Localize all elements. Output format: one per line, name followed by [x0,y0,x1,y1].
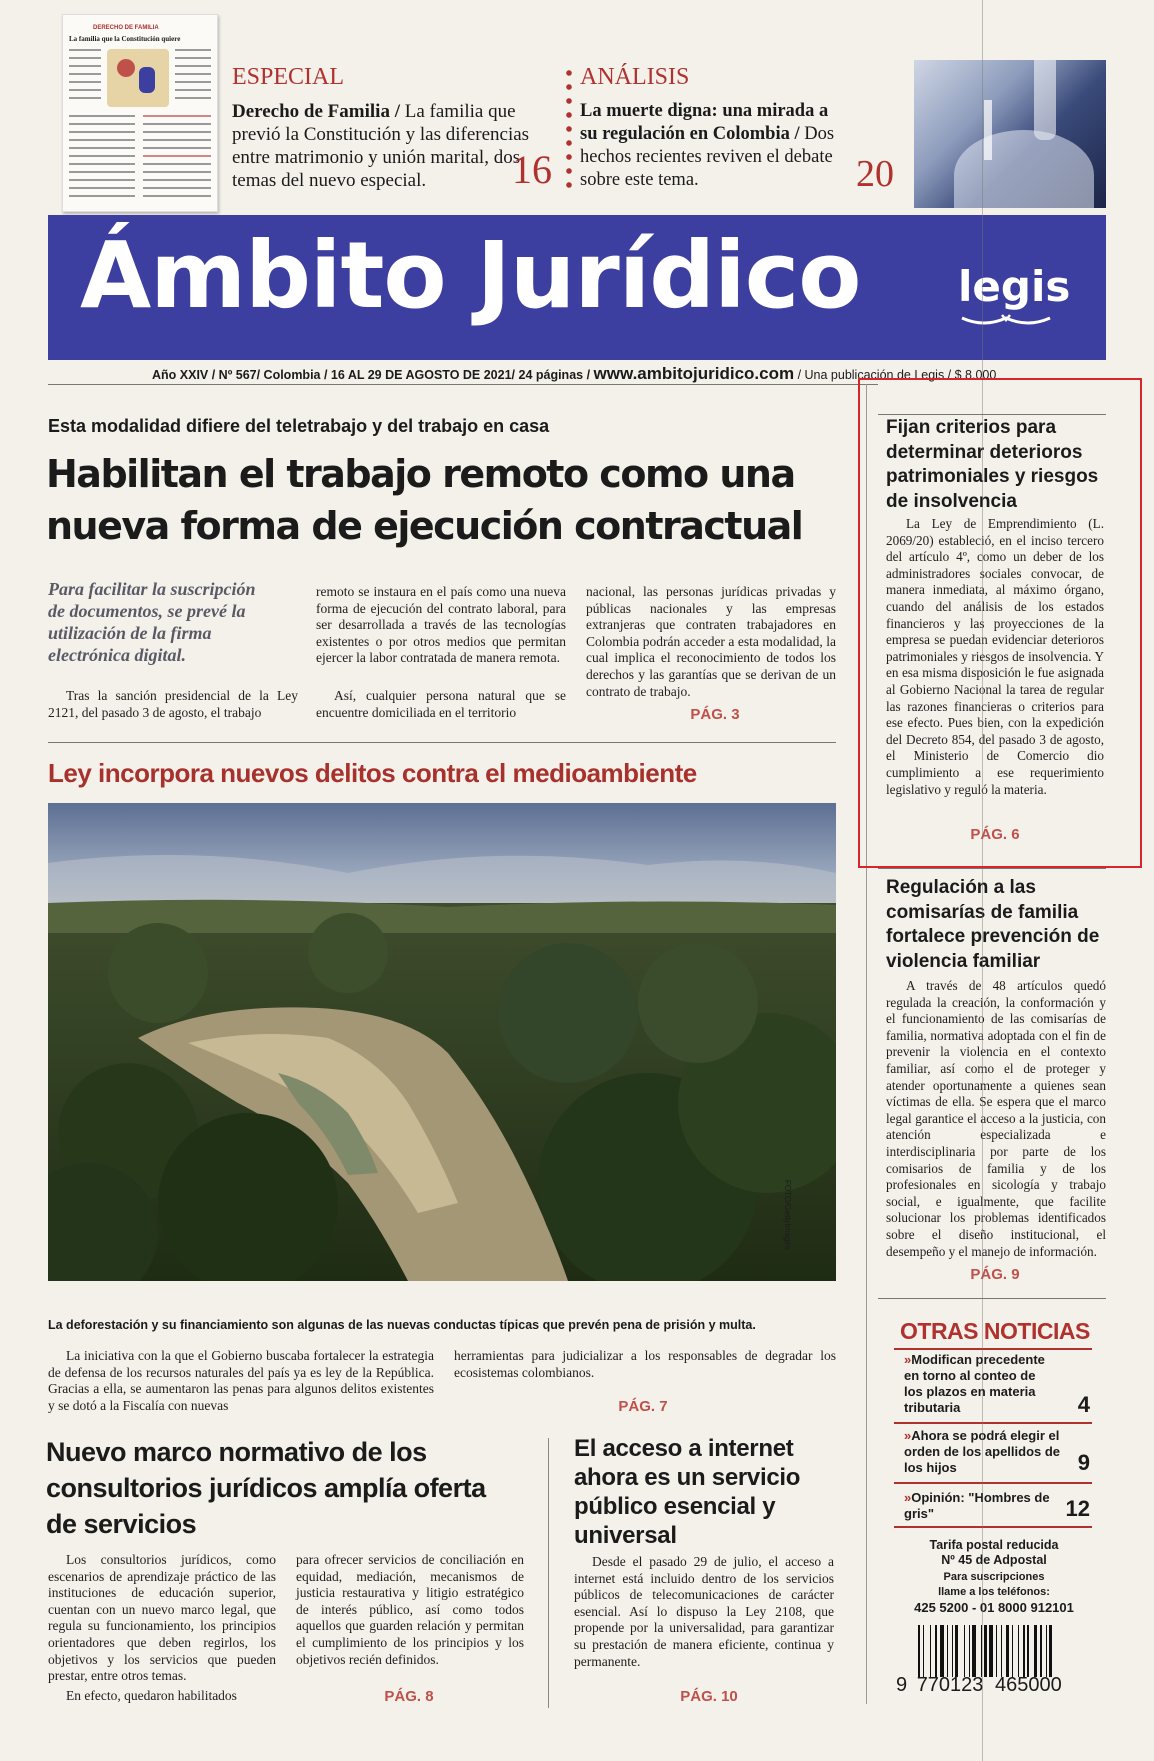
environment-col2: herramientas para judicializar a los responsables de degradar los ecosistemas colombianos. [454,1348,836,1380]
barcode-bar [923,1625,924,1677]
edition-info: Año XXIV / Nº 567/ Colombia / 16 AL 29 DE AGOSTO DE 2021/ 24 páginas / [152,368,591,382]
barcode-digit: 9 [896,1674,908,1696]
barcode-bar [952,1625,953,1677]
postal-info [880,1538,1108,1615]
barcode-bar [1040,1625,1041,1677]
barcode-group-2: 465000 [995,1674,1062,1696]
sidebar-story-2-page-ref[interactable]: PÁG. 9 [970,1266,1020,1283]
consultorios-page-ref[interactable]: PÁG. 8 [384,1688,434,1705]
lead-page-ref[interactable]: PÁG. 3 [690,706,740,723]
legis-book-icon [960,314,1052,330]
barcode-bar [1046,1625,1047,1677]
chevron-right-icon: » [904,1352,912,1367]
consultorios-col1b: En efecto, quedaron habilitados [66,1688,237,1703]
analysis-teaser[interactable] [580,100,842,192]
other-news-item-page: 4 [1077,1392,1090,1417]
lead-col3: nacional, las personas jurídicas privadas y públicas nacionales y las empresas extranjeras que contraten trabajadores en Colombia podrán acceder a esta modalidad, la cual implica el reconocimiento de todos los derechos y las garantías que se derivan de un contrato de trabajo. [586,584,836,699]
barcode-bar [930,1625,931,1677]
barcode-bar [1023,1625,1024,1677]
photo-caption: La deforestación y su financiamiento son algunas de las nuevas conductas típicas que prevén pena de prisión y multa. [48,1318,756,1332]
barcode-bar [955,1625,957,1677]
consultorios-col1a: Los consultorios jurídicos, como escenarios de aprendizaje práctico de las instituciones de educación superior, cuentan con un nuevo marco legal, que regula su funcionamiento, los principios orientadores que deben regirlos, los objetivos y los servicios que pueden prestar, entre otros temas. [48,1552,276,1684]
special-kicker: ESPECIAL [232,64,345,90]
sidebar-story-1-text: La Ley de Emprendimiento (L. 2069/20) estableció, en el inciso tercero del artículo 4º, como un deber de los administradores sociales convocar, de manera inmediata, al máximo órgano, cuando del análisis de los estados financieros y las proyecciones de la empresa se puedan evidenciar deterioros patrimoniales y riesgos de insolvencia. Y en esa misma disposición le fue asignada al Gobierno Nacional la tarea de regular las razones financieras o criterios para ese efecto. Pues bien, con la expedición del Decreto 854, del pasado 3 de agosto, el Ministerio de Comercio dio cumplimiento a ese requerimiento legislativo y reguló la materia. [886,516,1104,797]
masthead-title: Ámbito Jurídico [80,222,861,329]
sidebar-story-2-text: A través de 48 artículos quedó regulada la creación, la conformación y el funcionamiento de las comisarías de familia, normativa adoptada con el fin de prevenir la violencia en el contexto familiar, así como el de proteger y atender oportunamente a quienes sean víctimas de ella. Se espera que el marco legal garantice el acceso a la justicia, con atención especializada e interdisciplinaria por parte de los comisarios de familia y de los profesionales en sicología y trabajo social, e igualmente, que facilite solucionar los problemas identificados sobre el diseño institucional, el desempeño y el manejo de información. [886,978,1106,1259]
other-news-item-page: 9 [1077,1450,1090,1475]
analysis-photo [914,60,1106,208]
publisher-info: / Una publicación de Legis / $ 8.000 [797,368,997,382]
internet-text: Desde el pasado 29 de julio, el acceso a internet está incluido dentro de los servicios públicos de telecomunicaciones de carácter esencial. Así lo dispuso la Ley 2108, que propende por la universalidad, para garantizar su prestación de manera eficiente, continua y permanente. [574,1554,834,1669]
special-edition-thumbnail [62,14,218,212]
deforestation-photo [48,803,836,1281]
barcode-bar [918,1625,920,1677]
barcode-bar [935,1625,937,1677]
barcode-bar [969,1625,970,1677]
highlight-box [858,378,1142,868]
internet-headline[interactable]: El acceso a internet ahora es un servicio público esencial y universal [574,1435,801,1549]
sidebar-story-1-page-ref[interactable]: PÁG. 6 [970,826,1020,843]
barcode-bar [1018,1625,1019,1677]
barcode-bar [1006,1625,1008,1677]
special-title: Derecho de Familia / [232,101,400,122]
lead-headline[interactable]: Habilitan el trabajo remoto como una nueva forma de ejecución contractual [46,452,803,548]
environment-page-ref[interactable]: PÁG. 7 [618,1398,668,1415]
teaser-divider-dots [566,66,572,196]
other-news-item-text: Ahora se podrá elegir el orden de los apellidos de los hijos [904,1428,1061,1475]
other-news-item-page: 12 [1065,1496,1090,1521]
barcode-bar [989,1625,993,1677]
other-news-item-text: Modifican precedente en torno al conteo de los plazos en materia tributaria [904,1352,1045,1415]
other-news-rule [894,1348,1092,1350]
special-text: La familia que previó la Constitución y las diferencias entre matrimonio y unión marital, dos temas del nuevo especial. [232,101,530,191]
barcode-bar [947,1625,948,1677]
chevron-right-icon: » [904,1428,912,1443]
other-news-title: OTRAS NOTICIAS [900,1318,1090,1344]
barcode-bar [1012,1625,1013,1677]
consultorios-col2: para ofrecer servicios de conciliación en equidad, mediación, mecanismos de justicia restaurativa y litigio estratégico de interés público, así como todos aquellos que guarden relación y permitan el cumplimiento de los principios y los objetivos recién definidos. [296,1552,524,1667]
postal-line-1: Tarifa postal reducida [929,1538,1059,1552]
sidebar-story-2-headline[interactable]: Regulación a las comisarías de familia fortalece prevención de violencia familiar [886,877,1100,972]
barcode-bar [964,1625,965,1677]
postal-phones: 425 5200 - 01 8000 912101 [914,1600,1074,1615]
barcode-bar [1034,1625,1038,1677]
thumbnail-illustration [107,49,169,107]
barcode-bar [996,1625,997,1677]
forest-landscape-image [48,803,836,1281]
special-page-number: 16 [512,147,552,192]
lead-intro: Para facilitar la suscripción de documentos, se prevé la utilización de la firma electrónica digital. [48,579,256,665]
sidebar-story-1-headline[interactable]: Fijan criterios para determinar deterioros patrimoniales y riesgos de insolvencia [886,417,1099,512]
environment-headline[interactable]: Ley incorpora nuevos delitos contra el medioambiente [48,758,697,788]
internet-page-ref[interactable]: PÁG. 10 [680,1688,738,1705]
lead-col2b: Así, cualquier persona natural que se encuentre domiciliada en el territorio [316,688,566,720]
barcode-bar [1049,1625,1053,1677]
barcode-digits [896,1674,1096,1697]
postal-line-4: llame a los teléfonos: [938,1586,1050,1598]
environment-col1: La iniciativa con la que el Gobierno buscaba fortalecer la estrategia de defensa de los recursos naturales del país ya es ley de la República. Gracias a ella, se aumentaron las penas para algunos delitos existentes y se dotó a la Fiscalía con nuevas [48,1348,434,1413]
other-news-item-text: Opinión: "Hombres de gris" [904,1490,1050,1521]
barcode-bar [972,1625,976,1677]
lead-col2a: remoto se instaura en el país como una nueva forma de ejecución del contrato laboral, para ser desarrollada a través de las tecnologías existentes o por otros medios que permitan ejercer la labor contratada de manera remota. [316,584,566,666]
lead-kicker: Esta modalidad difiere del teletrabajo y del trabajo en casa [48,416,550,436]
photo-credit: FOTO/GettyImages [783,1180,792,1250]
other-news-item-1[interactable] [904,1352,1094,1416]
barcode-bar [940,1625,944,1677]
lead-col1: Tras la sanción presidencial de la Ley 2121, del pasado 3 de agosto, el trabajo [48,688,298,720]
analysis-page-number: 20 [856,153,894,195]
other-news-item-2[interactable] [904,1428,1094,1476]
postal-line-3: Para suscripciones [943,1571,1045,1583]
legis-logo: legis [958,262,1071,311]
fold-line [982,0,983,1761]
analysis-kicker: ANÁLISIS [580,64,690,90]
postal-line-2: Nº 45 de Adpostal [941,1553,1047,1567]
analysis-title: La muerte digna: una mirada a su regulación en Colombia / [580,101,829,144]
barcode-bar [1001,1625,1002,1677]
barcode-group-1: 770123 [916,1674,984,1696]
thumbnail-kicker: DERECHO DE FAMILIA [93,25,159,31]
thumbnail-headline: La familia que la Constitución quiere [69,35,181,43]
special-teaser[interactable] [232,100,544,192]
column-divider [548,1438,549,1708]
barcode-bar [984,1625,986,1677]
barcode-bar [1027,1625,1029,1677]
website-link[interactable]: www.ambitojuridico.com [593,364,795,383]
other-news-item-3[interactable] [904,1490,1094,1522]
analysis-text: Dos hechos recientes reviven el debate sobre este tema. [580,124,835,190]
consultorios-headline[interactable]: Nuevo marco normativo de los consultorios jurídicos amplía oferta de servicios [46,1437,486,1539]
chevron-right-icon: » [904,1490,912,1505]
